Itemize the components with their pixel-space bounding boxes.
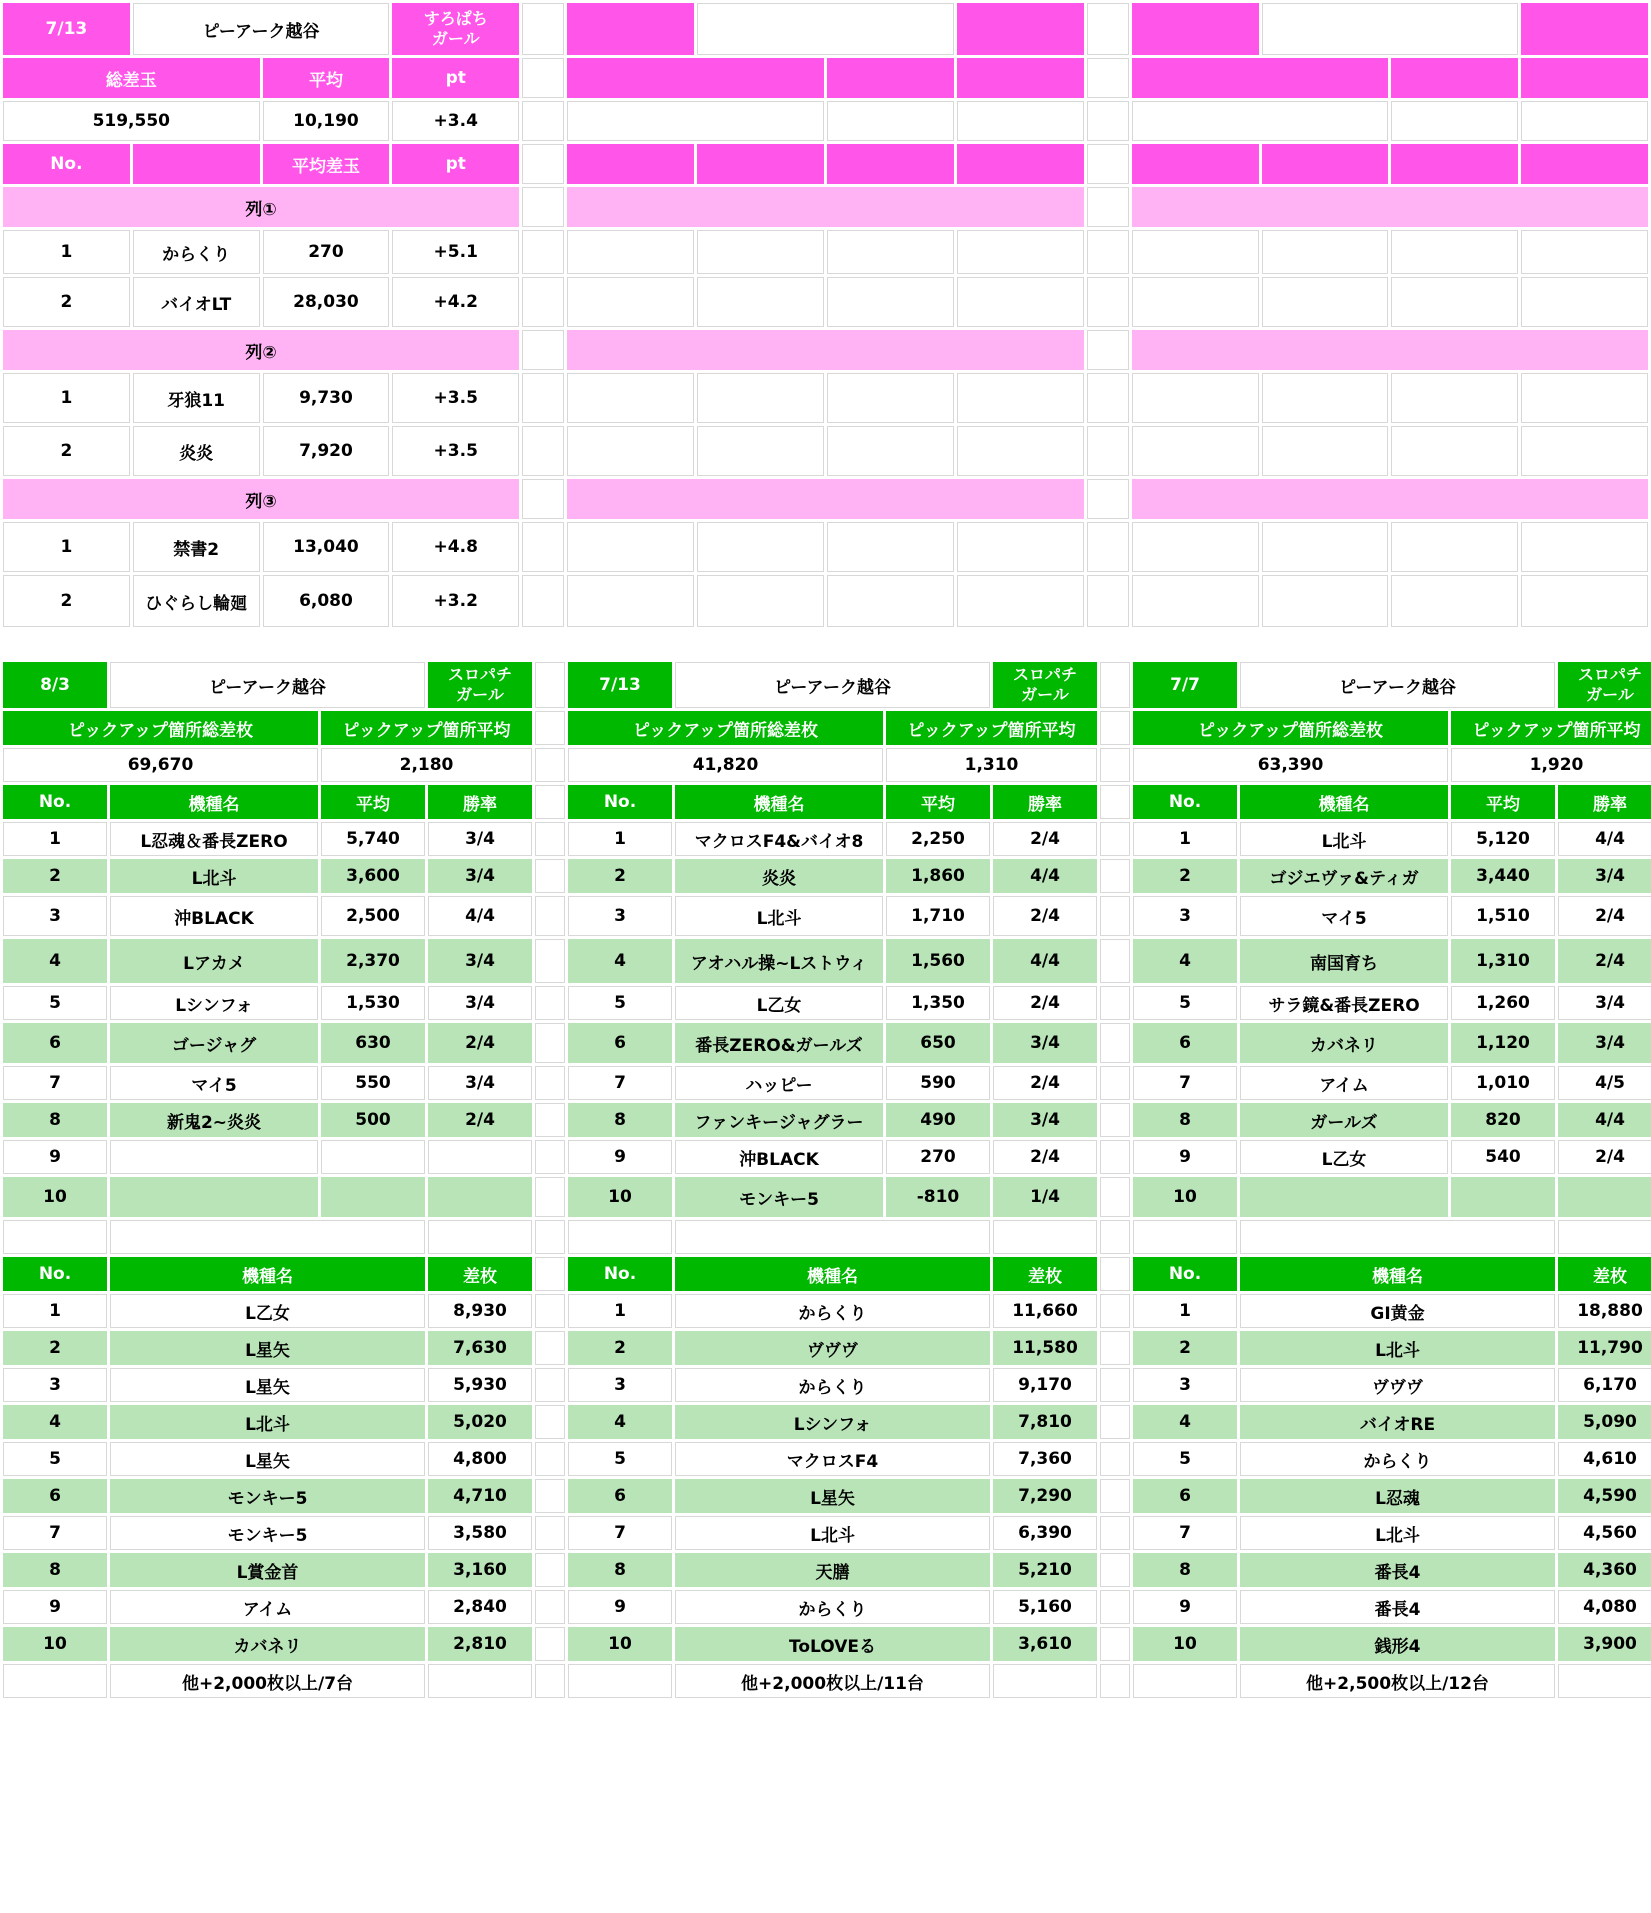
top-avgdiff-header: 平均差玉 [263,144,390,184]
machine-header: No. [3,785,107,819]
panel-source: スロパチ ガール [1558,662,1651,708]
table-row: 7 モンキー5 3,580 7 L北斗 6,390 7 L北斗 4,560 [3,1516,1651,1550]
top-name-header: 機種名 [1240,1257,1555,1291]
panel-footer: 他+2,000枚以上/7台 [110,1664,425,1698]
top-store: ピーアーク越谷 [133,3,390,55]
pickup-avg-value: 1,920 [1451,748,1651,782]
panel-source: スロパチ ガール [993,662,1097,708]
panel-store: ピーアーク越谷 [110,662,425,708]
table-row: 2 ひぐらし輪廻 6,080 +3.2 [3,575,1648,627]
machine-header: 平均 [321,785,425,819]
footer-row [3,1664,1651,1698]
machine-header: 平均 [1451,785,1555,819]
pickup-header-row [3,711,1651,745]
table-row: 4 L北斗 5,020 4 Lシンフォ 7,810 4 バイオRE 5,090 [3,1405,1651,1439]
table-row: 6 モンキー5 4,710 6 L星矢 7,290 6 L忍魂 4,590 [3,1479,1651,1513]
top-avg-value: 10,190 [263,101,390,141]
pickup-avg-header: ピックアップ箇所平均 [886,711,1097,745]
machine-header: 勝率 [428,785,532,819]
table-row: 10 10 モンキー5 -810 1/4 10 [3,1177,1651,1217]
top-no-header: No. [1133,1257,1237,1291]
section-label: 列② [3,330,519,370]
panel-source: スロパチ ガール [428,662,532,708]
panel-date: 7/7 [1133,662,1237,708]
machine-header-row [3,785,1651,819]
top-pt-value: +3.4 [392,101,519,141]
table-row: 3 L星矢 5,930 3 からくり 9,170 3 ヴヴヴ 6,170 [3,1368,1651,1402]
top-pt2-header: pt [392,144,519,184]
section-label: 列① [3,187,519,227]
table-row: 5 L星矢 4,800 5 マクロスF4 7,360 5 からくり 4,610 [3,1442,1651,1476]
top-header-row [3,1257,1651,1291]
table-row: 1 L乙女 8,930 1 からくり 11,660 1 GI黄金 18,880 [3,1294,1651,1328]
table-row: 9 9 沖BLACK 270 2/4 9 L乙女 540 2/4 [3,1140,1651,1174]
top-diff-header: 差枚 [993,1257,1097,1291]
machine-header: 機種名 [110,785,318,819]
table-row: 2 L星矢 7,630 2 ヴヴヴ 11,580 2 L北斗 11,790 [3,1331,1651,1365]
panel-date: 8/3 [3,662,107,708]
machine-header: No. [1133,785,1237,819]
top-name-header: 機種名 [675,1257,990,1291]
table-row: 6 ゴージャグ 630 2/4 6 番長ZERO&ガールズ 650 3/4 6 カバネリ 1,120 3/4 [3,1023,1651,1063]
machine-header: 勝率 [993,785,1097,819]
pickup-avg-header: ピックアップ箇所平均 [1451,711,1651,745]
top-no-header: No. [568,1257,672,1291]
bottom-grid [0,659,1651,1701]
top-no-header: No. [3,1257,107,1291]
top-source: すろぱち ガール [392,3,519,55]
pickup-avg-value: 2,180 [321,748,532,782]
pickup-total-header: ピックアップ箇所総差枚 [3,711,318,745]
table-row: 5 Lシンフォ 1,530 3/4 5 L乙女 1,350 2/4 5 サラ鏡&番長ZERO 1,260 3/4 [3,986,1651,1020]
table-row: 2 炎炎 7,920 +3.5 [3,426,1648,476]
spacer-row [3,1220,1651,1254]
table-row: 7 マイ5 550 3/4 7 ハッピー 590 2/4 7 アイム 1,010 4/5 [3,1066,1651,1100]
table-row: 1 からくり 270 +5.1 [3,230,1648,274]
table-row: 2 L北斗 3,600 3/4 2 炎炎 1,860 4/4 2 ゴジエヴァ&ティガ 3,440 3/4 [3,859,1651,893]
table-row: 1 L忍魂＆番長ZERO 5,740 3/4 1 マクロスF4&バイオ8 2,250 2/4 1 L北斗 5,120 4/4 [3,822,1651,856]
top-name-header [133,144,260,184]
machine-header: 勝率 [1558,785,1651,819]
machine-header: 機種名 [675,785,883,819]
table-row: 8 L賞金首 3,160 8 天膳 5,210 8 番長4 4,360 [3,1553,1651,1587]
top-date: 7/13 [3,3,130,55]
table-row: 10 カバネリ 2,810 10 ToLOVEる 3,610 10 銭形4 3,900 [3,1627,1651,1661]
pickup-total-value: 69,670 [3,748,318,782]
pickup-total-value: 63,390 [1133,748,1448,782]
table-row: 8 新鬼2~炎炎 500 2/4 8 ファンキージャグラー 490 3/4 8 ガールズ 820 4/4 [3,1103,1651,1137]
table-row: 4 Lアカメ 2,370 3/4 4 アオハル操~Lストウィ 1,560 4/4 4 南国育ち 1,310 2/4 [3,939,1651,983]
top-total-value: 519,550 [3,101,260,141]
machine-header: No. [568,785,672,819]
pickup-avg-value: 1,310 [886,748,1097,782]
top-diff-header: 差枚 [1558,1257,1651,1291]
top-pt-header: pt [392,58,519,98]
top-total-header: 総差玉 [3,58,260,98]
table-row: 3 沖BLACK 2,500 4/4 3 L北斗 1,710 2/4 3 マイ5 1,510 2/4 [3,896,1651,936]
panel-title-row [3,662,1651,708]
pickup-total-value: 41,820 [568,748,883,782]
top-avg-header: 平均 [263,58,390,98]
panel-footer: 他+2,000枚以上/11台 [675,1664,990,1698]
machine-header: 機種名 [1240,785,1448,819]
pickup-total-header: ピックアップ箇所総差枚 [568,711,883,745]
top-diff-header: 差枚 [428,1257,532,1291]
table-row: 1 禁書2 13,040 +4.8 [3,522,1648,572]
table-row: 1 牙狼11 9,730 +3.5 [3,373,1648,423]
section-label: 列③ [3,479,519,519]
table-row: 9 アイム 2,840 9 からくり 5,160 9 番長4 4,080 [3,1590,1651,1624]
panel-date: 7/13 [568,662,672,708]
top-no-header: No. [3,144,130,184]
panel-footer: 他+2,500枚以上/12台 [1240,1664,1555,1698]
pickup-total-header: ピックアップ箇所総差枚 [1133,711,1448,745]
machine-header: 平均 [886,785,990,819]
pickup-avg-header: ピックアップ箇所平均 [321,711,532,745]
top-name-header: 機種名 [110,1257,425,1291]
panel-store: ピーアーク越谷 [1240,662,1555,708]
pickup-value-row [3,748,1651,782]
panel-store: ピーアーク越谷 [675,662,990,708]
table-row: 2 バイオLT 28,030 +4.2 [3,277,1648,327]
top-grid [0,0,1651,630]
